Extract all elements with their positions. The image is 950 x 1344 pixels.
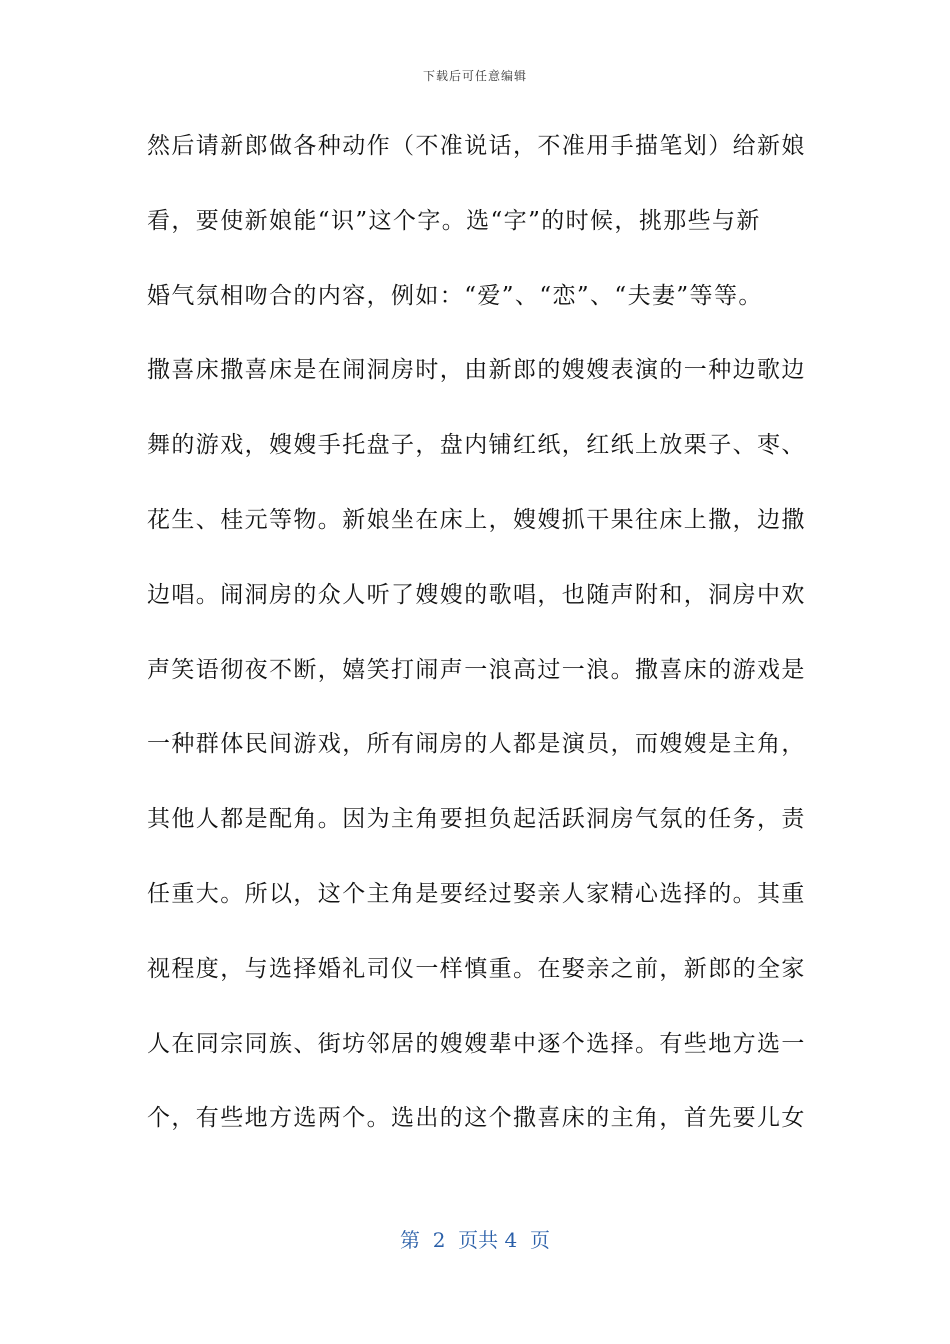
text-line: 看，要使新娘能“识”这个字。选“字”的时候，挑那些与新: [147, 207, 761, 234]
text-line: 边唱。闹洞房的众人听了嫂嫂的歌唱，也随声附和，洞房中欢: [147, 581, 806, 608]
text-line: 其他人都是配角。因为主角要担负起活跃洞房气氛的任务，责: [147, 806, 806, 833]
text-line: 舞的游戏，嫂嫂手托盘子，盘内铺红纸，红纸上放栗子、枣、: [147, 432, 806, 459]
text-line: 花生、桂元等物。新娘坐在床上，嫂嫂抓干果往床上撒，边撒: [147, 506, 806, 533]
text-line: 一种群体民间游戏，所有闹房的人都是演员，而嫂嫂是主角，: [147, 731, 806, 758]
text-line: 声笑语彻夜不断，嬉笑打闹声一浪高过一浪。撒喜床的游戏是: [147, 656, 806, 683]
text-line: 撒喜床撒喜床是在闹洞房时，由新郎的嫂嫂表演的一种边歌边: [147, 357, 806, 384]
page-header: 下载后可任意编辑: [422, 69, 527, 83]
document-body: [147, 126, 827, 1173]
text-line: 人在同宗同族、街坊邻居的嫂嫂辈中逐个选择。有些地方选一: [147, 1030, 806, 1057]
text-line: 个，有些地方选两个。选出的这个撒喜床的主角，首先要儿女: [147, 1105, 806, 1132]
text-line: 婚气氛相吻合的内容，例如：“爱”、“恋”、“夫妻”等等。: [147, 282, 763, 309]
page-number-footer: 第 2 页共 4 页: [400, 1228, 550, 1252]
text-line: 视程度，与选择婚礼司仪一样慎重。在娶亲之前，新郎的全家: [147, 955, 806, 982]
text-line: 然后请新郎做各种动作（不准说话，不准用手描笔划）给新娘: [147, 133, 806, 159]
text-line: 任重大。所以，这个主角是要经过娶亲人家精心选择的。其重: [147, 880, 806, 907]
